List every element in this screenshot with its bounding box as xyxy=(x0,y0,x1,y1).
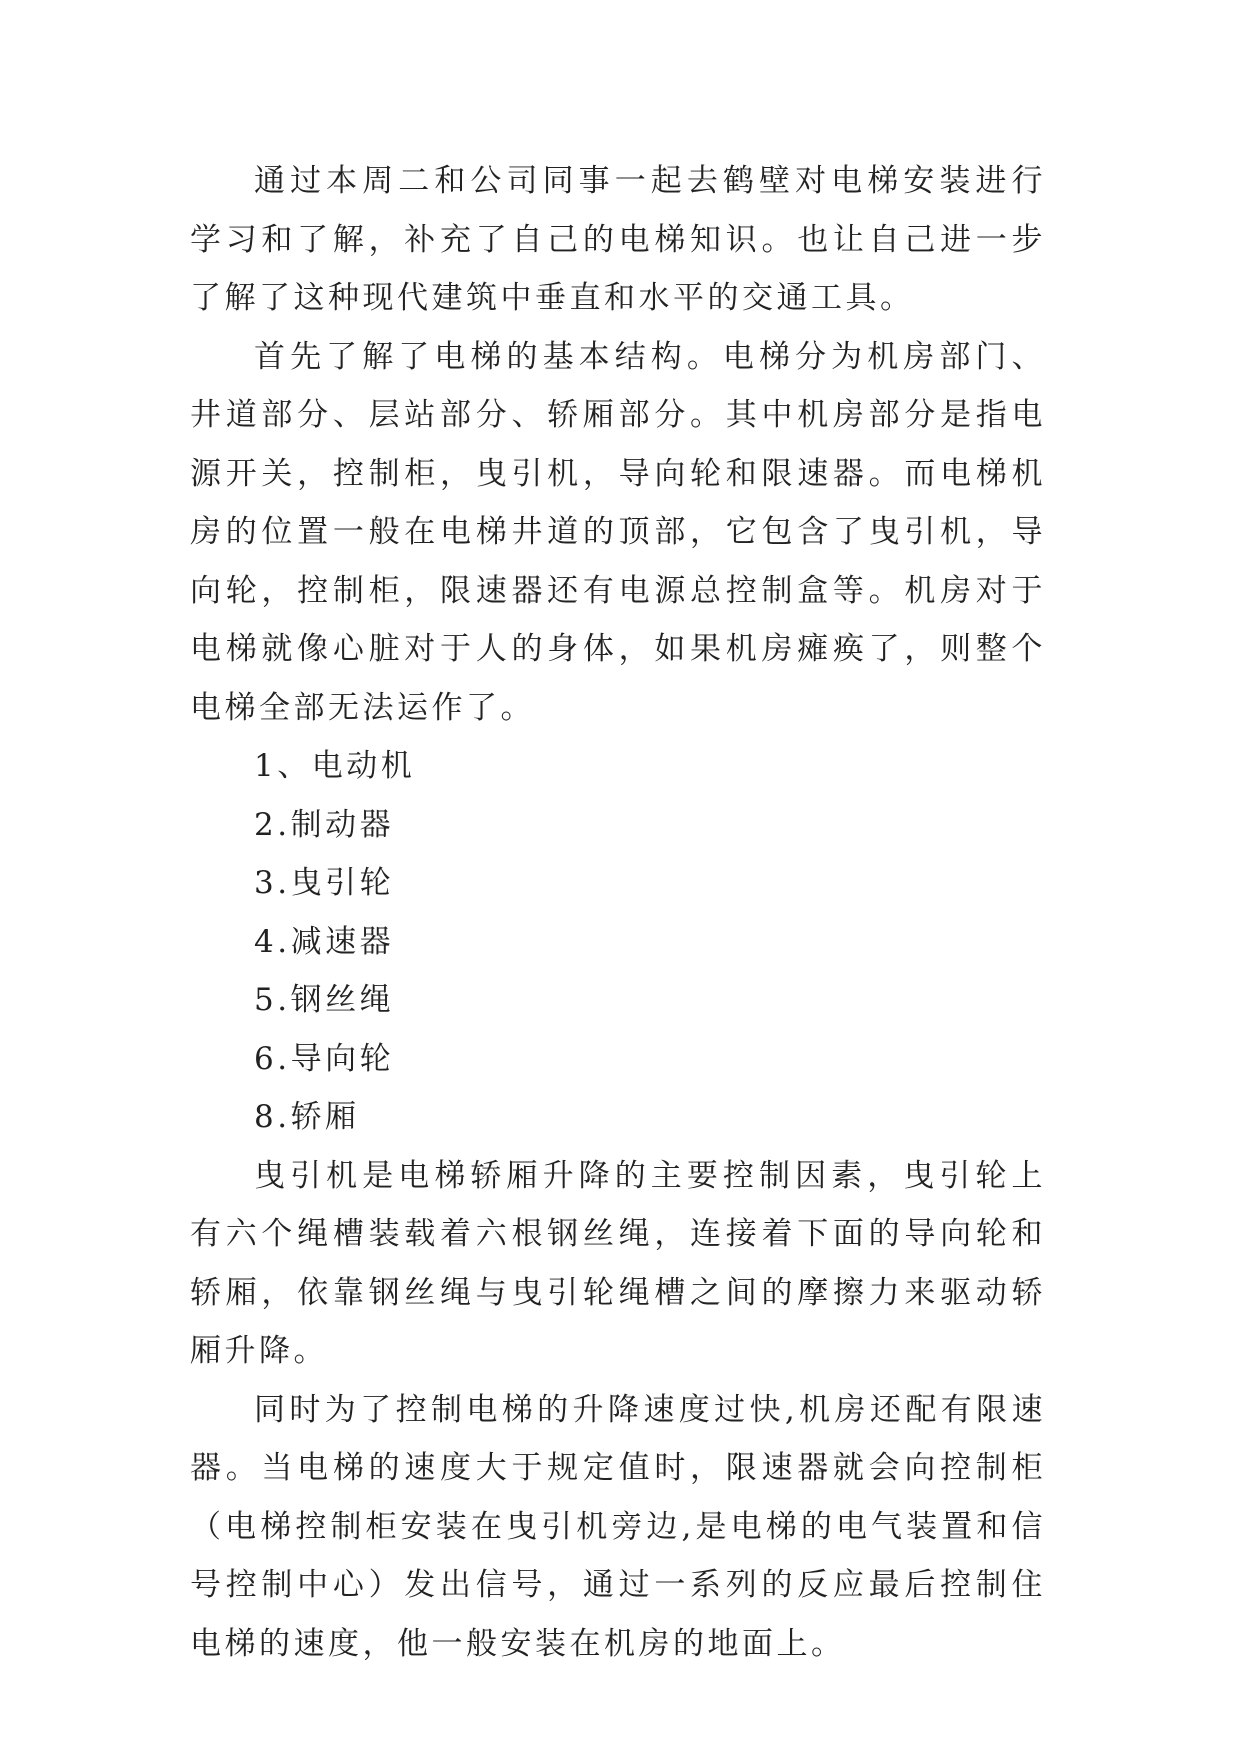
list-item: 1、电动机 xyxy=(254,748,416,784)
list-item: 2.制动器 xyxy=(254,806,395,843)
speed-governor-paragraph: 同时为了控制电梯的升降速度过快,机房还配有限速器。当电梯的速度大于规定值时，限速器就会向控制柜（电梯控制柜安装在曳引机旁边,是电梯的电气装置和信号控制中心）发出信号，通过一系列的反应最后控制住电梯的速度，他一般安装在机房的地面上。 xyxy=(190,1391,1046,1662)
list-item: 5.钢丝绳 xyxy=(254,982,395,1018)
component-list xyxy=(190,737,1046,1147)
list-item: 6.导向轮 xyxy=(254,1040,395,1077)
list-item: 8.轿厢 xyxy=(254,1099,360,1135)
traction-machine-paragraph: 曳引机是电梯轿厢升降的主要控制因素，曳引轮上有六个绳槽装载着六根钢丝绳，连接着下面的导向轮和轿厢，依靠钢丝绳与曳引轮绳槽之间的摩擦力来驱动轿厢升降。 xyxy=(190,1157,1046,1369)
document-body xyxy=(190,152,1046,1673)
structure-paragraph: 首先了解了电梯的基本结构。电梯分为机房部门、井道部分、层站部分、轿厢部分。其中机房部分是指电源开关，控制柜，曳引机，导向轮和限速器。而电梯机房的位置一般在电梯井道的顶部，它包含了曳引机，导向轮，控制柜，限速器还有电源总控制盒等。机房对于电梯就像心脏对于人的身体，如果机房瘫痪了，则整个电梯全部无法运作了。 xyxy=(190,338,1046,726)
intro-paragraph: 通过本周二和公司同事一起去鹤壁对电梯安装进行学习和了解，补充了自己的电梯知识。也让自己进一步了解了这种现代建筑中垂直和水平的交通工具。 xyxy=(190,163,1046,316)
list-item: 3.曳引轮 xyxy=(254,865,395,901)
list-item: 4.减速器 xyxy=(254,923,395,960)
